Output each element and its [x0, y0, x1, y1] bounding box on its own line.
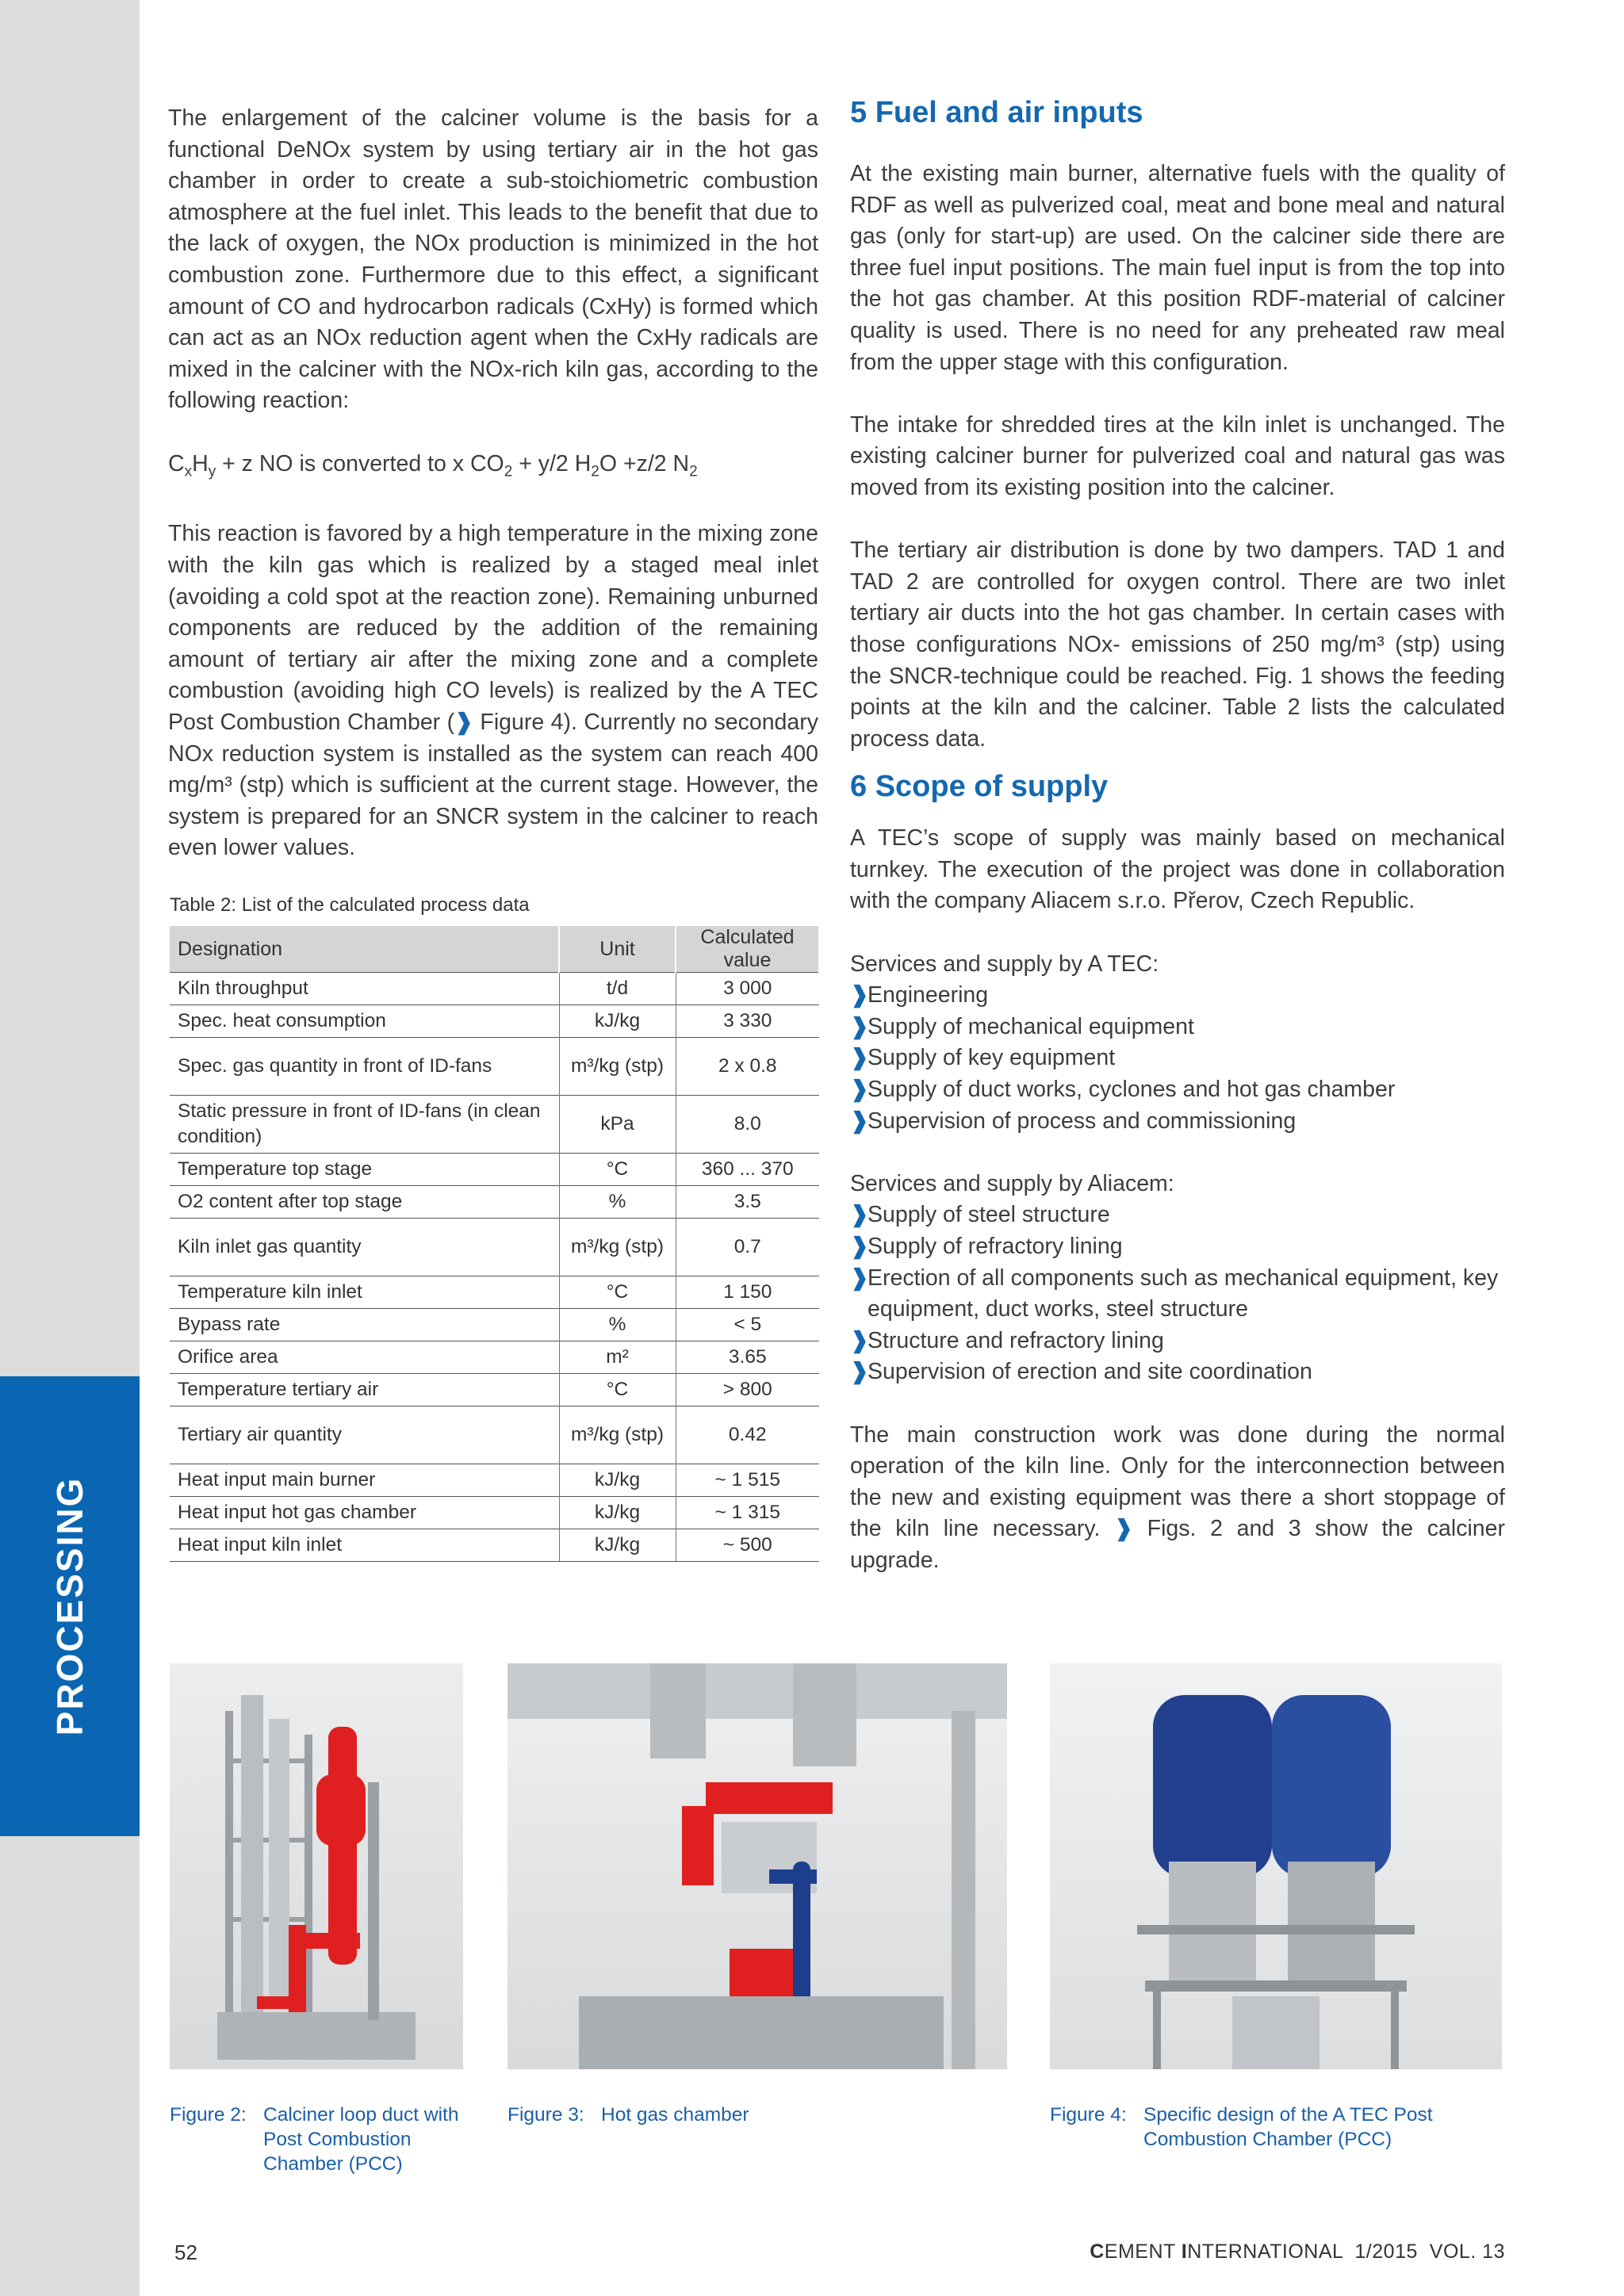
- table-cell-unit: m³/kg (stp): [559, 1038, 676, 1096]
- table-cell-value: 360 ... 370: [676, 1154, 819, 1186]
- list-item-text: Structure and refractory lining: [868, 1327, 1164, 1353]
- header-value: Calculated value: [676, 926, 819, 973]
- table-row: [170, 973, 819, 1005]
- table-cell-designation: Kiln inlet gas quantity: [170, 1219, 559, 1276]
- calciner-loop-duct-illustration: [170, 1663, 463, 2069]
- bullet-arrow-icon: ❱: [850, 1013, 869, 1039]
- right-column: [850, 94, 1505, 1577]
- table-cell-value: 0.42: [676, 1406, 819, 1464]
- table-row: [170, 1341, 819, 1374]
- table-row: [170, 1309, 819, 1341]
- table-cell-designation: Tertiary air quantity: [170, 1406, 559, 1464]
- table-cell-designation: Spec. heat consumption: [170, 1005, 559, 1038]
- list-item-text: Erection of all components such as mechanical equipment, key equipment, duct works, steel structure: [868, 1265, 1499, 1322]
- list-item: [850, 980, 1505, 1012]
- process-data-table: [170, 926, 820, 1562]
- table-row: [170, 1497, 819, 1529]
- list-item-text: Supply of mechanical equipment: [868, 1013, 1194, 1039]
- heading-scope-of-supply: 6 Scope of supply: [850, 770, 1109, 804]
- table-cell-value: 3.5: [676, 1186, 819, 1219]
- table-cell-unit: m²: [559, 1341, 676, 1374]
- table-row: [170, 1038, 819, 1096]
- table-row: [170, 1096, 819, 1154]
- table-row: [170, 1219, 819, 1276]
- table-cell-designation: Kiln throughput: [170, 973, 559, 1005]
- bullet-arrow-icon: ❱: [850, 1202, 869, 1228]
- table-cell-designation: O2 content after top stage: [170, 1186, 559, 1219]
- table-row: [170, 1374, 819, 1406]
- list-item-text: Supply of steel structure: [868, 1202, 1110, 1228]
- list-item: [850, 1012, 1505, 1043]
- bullet-arrow-icon: ❱: [850, 982, 869, 1008]
- section-label: PROCESSING: [49, 1476, 90, 1736]
- bullet-arrow-icon: ❱: [850, 1327, 869, 1353]
- table-cell-value: < 5: [676, 1309, 819, 1341]
- table-cell-unit: t/d: [559, 973, 676, 1005]
- table-cell-value: ~ 1 315: [676, 1497, 819, 1529]
- journal-footer: CEMENT INTERNATIONAL 1/2015 VOL. 13: [1090, 2241, 1505, 2263]
- figure-2-image: [170, 1663, 463, 2069]
- right-paragraph-3: The tertiary air distribution is done by two dampers. TAD 1 and TAD 2 are controlled for oxygen control. There are two inlet tertiary air ducts into the hot gas chamber. In certain cases with those configurations NOx- emissions of 250 mg/m³ (stp) using the SNCR-technique could be reached. Fig. 1 shows the feeding points at the kiln and the calciner. Table 2 lists the calculated process data.: [850, 538, 1505, 752]
- bullet-arrow-icon: ❱: [850, 1359, 869, 1385]
- table-cell-designation: Spec. gas quantity in front of ID-fans: [170, 1038, 559, 1096]
- table-cell-unit: %: [559, 1309, 676, 1341]
- table-cell-value: 3 330: [676, 1005, 819, 1038]
- table-cell-unit: m³/kg (stp): [559, 1406, 676, 1464]
- table-cell-value: 3 000: [676, 973, 819, 1005]
- table-cell-value: 2 x 0.8: [676, 1038, 819, 1096]
- table-cell-unit: kJ/kg: [559, 1529, 676, 1562]
- table-cell-designation: Heat input main burner: [170, 1464, 559, 1497]
- header-unit: Unit: [559, 926, 676, 973]
- table-cell-designation: Temperature top stage: [170, 1154, 559, 1186]
- table-cell-unit: °C: [559, 1374, 676, 1406]
- right-paragraph-2: The intake for shredded tires at the kiln inlet is unchanged. The existing calciner burner for pulverized coal and natural gas was moved from its existing position into the calciner.: [850, 411, 1505, 500]
- post-combustion-chamber-illustration: [1050, 1663, 1502, 2069]
- header-designation: Designation: [170, 926, 559, 973]
- list-item: [850, 1357, 1505, 1388]
- left-column: [168, 103, 818, 864]
- atec-services-list: [850, 980, 1505, 1137]
- section-tab: [0, 1376, 140, 1836]
- table-row: [170, 1406, 819, 1464]
- figure-4-image: [1050, 1663, 1502, 2069]
- table-cell-designation: Temperature tertiary air: [170, 1374, 559, 1406]
- bullet-arrow-icon: ❱: [850, 1077, 869, 1103]
- table-cell-unit: kPa: [559, 1096, 676, 1154]
- right-paragraph-5: The main construction work was done during the normal operation of the kiln line. Only for the interconnection between the new and existing equipment was there a short stoppage of the kiln line necessary. ❱ Figs. 2 and 3 show the calciner upgrade.: [850, 1422, 1505, 1573]
- list-item-text: Supervision of process and commissioning: [868, 1108, 1297, 1134]
- page-number: 52: [174, 2241, 197, 2264]
- table-cell-unit: °C: [559, 1154, 676, 1186]
- table-cell-unit: kJ/kg: [559, 1497, 676, 1529]
- bullet-arrow-icon: ❱: [850, 1045, 869, 1071]
- table-row: [170, 1276, 819, 1309]
- table-cell-unit: kJ/kg: [559, 1005, 676, 1038]
- table-cell-value: 1 150: [676, 1276, 819, 1309]
- left-margin-strip: [0, 0, 140, 2296]
- table-cell-unit: °C: [559, 1276, 676, 1309]
- aliacem-services-title: Services and supply by Aliacem:: [850, 1170, 1174, 1196]
- list-item-text: Supply of duct works, cyclones and hot gas chamber: [868, 1077, 1396, 1103]
- list-item-text: Supply of key equipment: [868, 1045, 1116, 1071]
- list-item: [850, 1074, 1505, 1106]
- table-cell-value: 3.65: [676, 1341, 819, 1374]
- figure-4-reference[interactable]: Figure 4: [480, 709, 564, 735]
- left-paragraph-2: This reaction is favored by a high temperature in the mixing zone with the kiln gas which is realized by a staged meal inlet (avoiding a cold spot at the reaction zone). Remaining unburned components are reduced by the addition of the remaining amount of tertiary air after the mixing zone and a complete combustion (avoiding high CO levels) is realized by the A TEC Post Combustion Chamber (❱ Figure 4). Currently no secondary NOx reduction system is installed as the system can reach 400 mg/m³ (stp) which is sufficient at the current stage. However, the system is prepared for an SNCR system in the calciner to reach even lower values.: [168, 521, 818, 861]
- heading-fuel-air-inputs: 5 Fuel and air inputs: [850, 96, 1143, 129]
- table-row: [170, 1005, 819, 1038]
- list-item: [850, 1231, 1505, 1263]
- table-cell-value: > 800: [676, 1374, 819, 1406]
- table-cell-unit: %: [559, 1186, 676, 1219]
- list-item: [850, 1106, 1505, 1138]
- table-cell-designation: Static pressure in front of ID-fans (in clean condition): [170, 1096, 559, 1154]
- list-item-text: Supply of refractory lining: [868, 1234, 1123, 1259]
- list-item-text: Engineering: [868, 982, 989, 1008]
- table-caption: Table 2: List of the calculated process data: [170, 894, 530, 916]
- figure-4-caption: Figure 4: Specific design of the A TEC Post Combustion Chamber (PCC): [1050, 2104, 1433, 2150]
- bullet-arrow-icon: ❱: [850, 1108, 869, 1134]
- table-cell-value: ~ 1 515: [676, 1464, 819, 1497]
- reaction-formula: $C_xH_y + z$ NO is converted to x $CO_2 + y/2$ $H_2O +z/2$ $N_2$: [168, 450, 698, 480]
- reference-arrow-icon: ❱: [1114, 1516, 1133, 1542]
- table-row: [170, 1529, 819, 1562]
- right-paragraph-4: A TEC’s scope of supply was mainly based on mechanical turnkey. The execution of the project was done in collaboration with the company Aliacem s.r.o. Přerov, Czech Republic.: [850, 825, 1505, 914]
- table-row: [170, 1186, 819, 1219]
- table-header-row: [170, 926, 819, 973]
- aliacem-services-list: [850, 1200, 1505, 1388]
- table-cell-unit: kJ/kg: [559, 1464, 676, 1497]
- table-cell-value: 0.7: [676, 1219, 819, 1276]
- reference-arrow-icon: ❱: [454, 709, 473, 735]
- figure-2-caption: Figure 2: Calciner loop duct with Post Combustion Chamber (PCC): [170, 2104, 459, 2175]
- bullet-arrow-icon: ❱: [850, 1265, 869, 1291]
- atec-services-title: Services and supply by A TEC:: [850, 951, 1159, 977]
- left-paragraph-1: The enlargement of the calciner volume is the basis for a functional DeNOx system by using tertiary air in the hot gas chamber in order to create a sub-stoichiometric combustion atmosphere at the fuel inlet. This leads to the benefit that due to the lack of oxygen, the NOx production is minimized in the hot combustion zone. Furthermore due to this effect, a significant amount of CO and hydrocarbon radicals (CxHy) is formed which can act as an NOx reduction agent when the CxHy radicals are mixed in the calciner with the NOx-rich kiln gas, according to the following reaction:: [168, 105, 818, 414]
- figures-2-3-reference[interactable]: Figs. 2 and 3 show the calciner upgrade.: [850, 1516, 1505, 1573]
- table-cell-designation: Temperature kiln inlet: [170, 1276, 559, 1309]
- list-item: [850, 1043, 1505, 1074]
- table-cell-designation: Orifice area: [170, 1341, 559, 1374]
- list-item: [850, 1326, 1505, 1357]
- table-cell-value: ~ 500: [676, 1529, 819, 1562]
- table-row: [170, 1154, 819, 1186]
- list-item: [850, 1263, 1505, 1326]
- list-item: [850, 1200, 1505, 1231]
- bullet-arrow-icon: ❱: [850, 1234, 869, 1259]
- figure-3-caption: Figure 3: Hot gas chamber: [508, 2104, 749, 2126]
- table-cell-unit: m³/kg (stp): [559, 1219, 676, 1276]
- table-cell-designation: Heat input kiln inlet: [170, 1529, 559, 1562]
- table-cell-designation: Heat input hot gas chamber: [170, 1497, 559, 1529]
- list-item-text: Supervision of erection and site coordination: [868, 1359, 1312, 1385]
- right-paragraph-1: At the existing main burner, alternative fuels with the quality of RDF as well as pulverized coal, meat and bone meal and natural gas (only for start-up) are used. On the calciner side there are three fuel input positions. The main fuel input is from the top into the hot gas chamber. At this position RDF-material of calciner quality is used. There is no need for any preheated raw meal from the upper stage with this configuration.: [850, 161, 1505, 375]
- table-cell-value: 8.0: [676, 1096, 819, 1154]
- table-row: [170, 1464, 819, 1497]
- figure-3-image: [508, 1663, 1007, 2069]
- hot-gas-chamber-illustration: [508, 1663, 1007, 2069]
- table-cell-designation: Bypass rate: [170, 1309, 559, 1341]
